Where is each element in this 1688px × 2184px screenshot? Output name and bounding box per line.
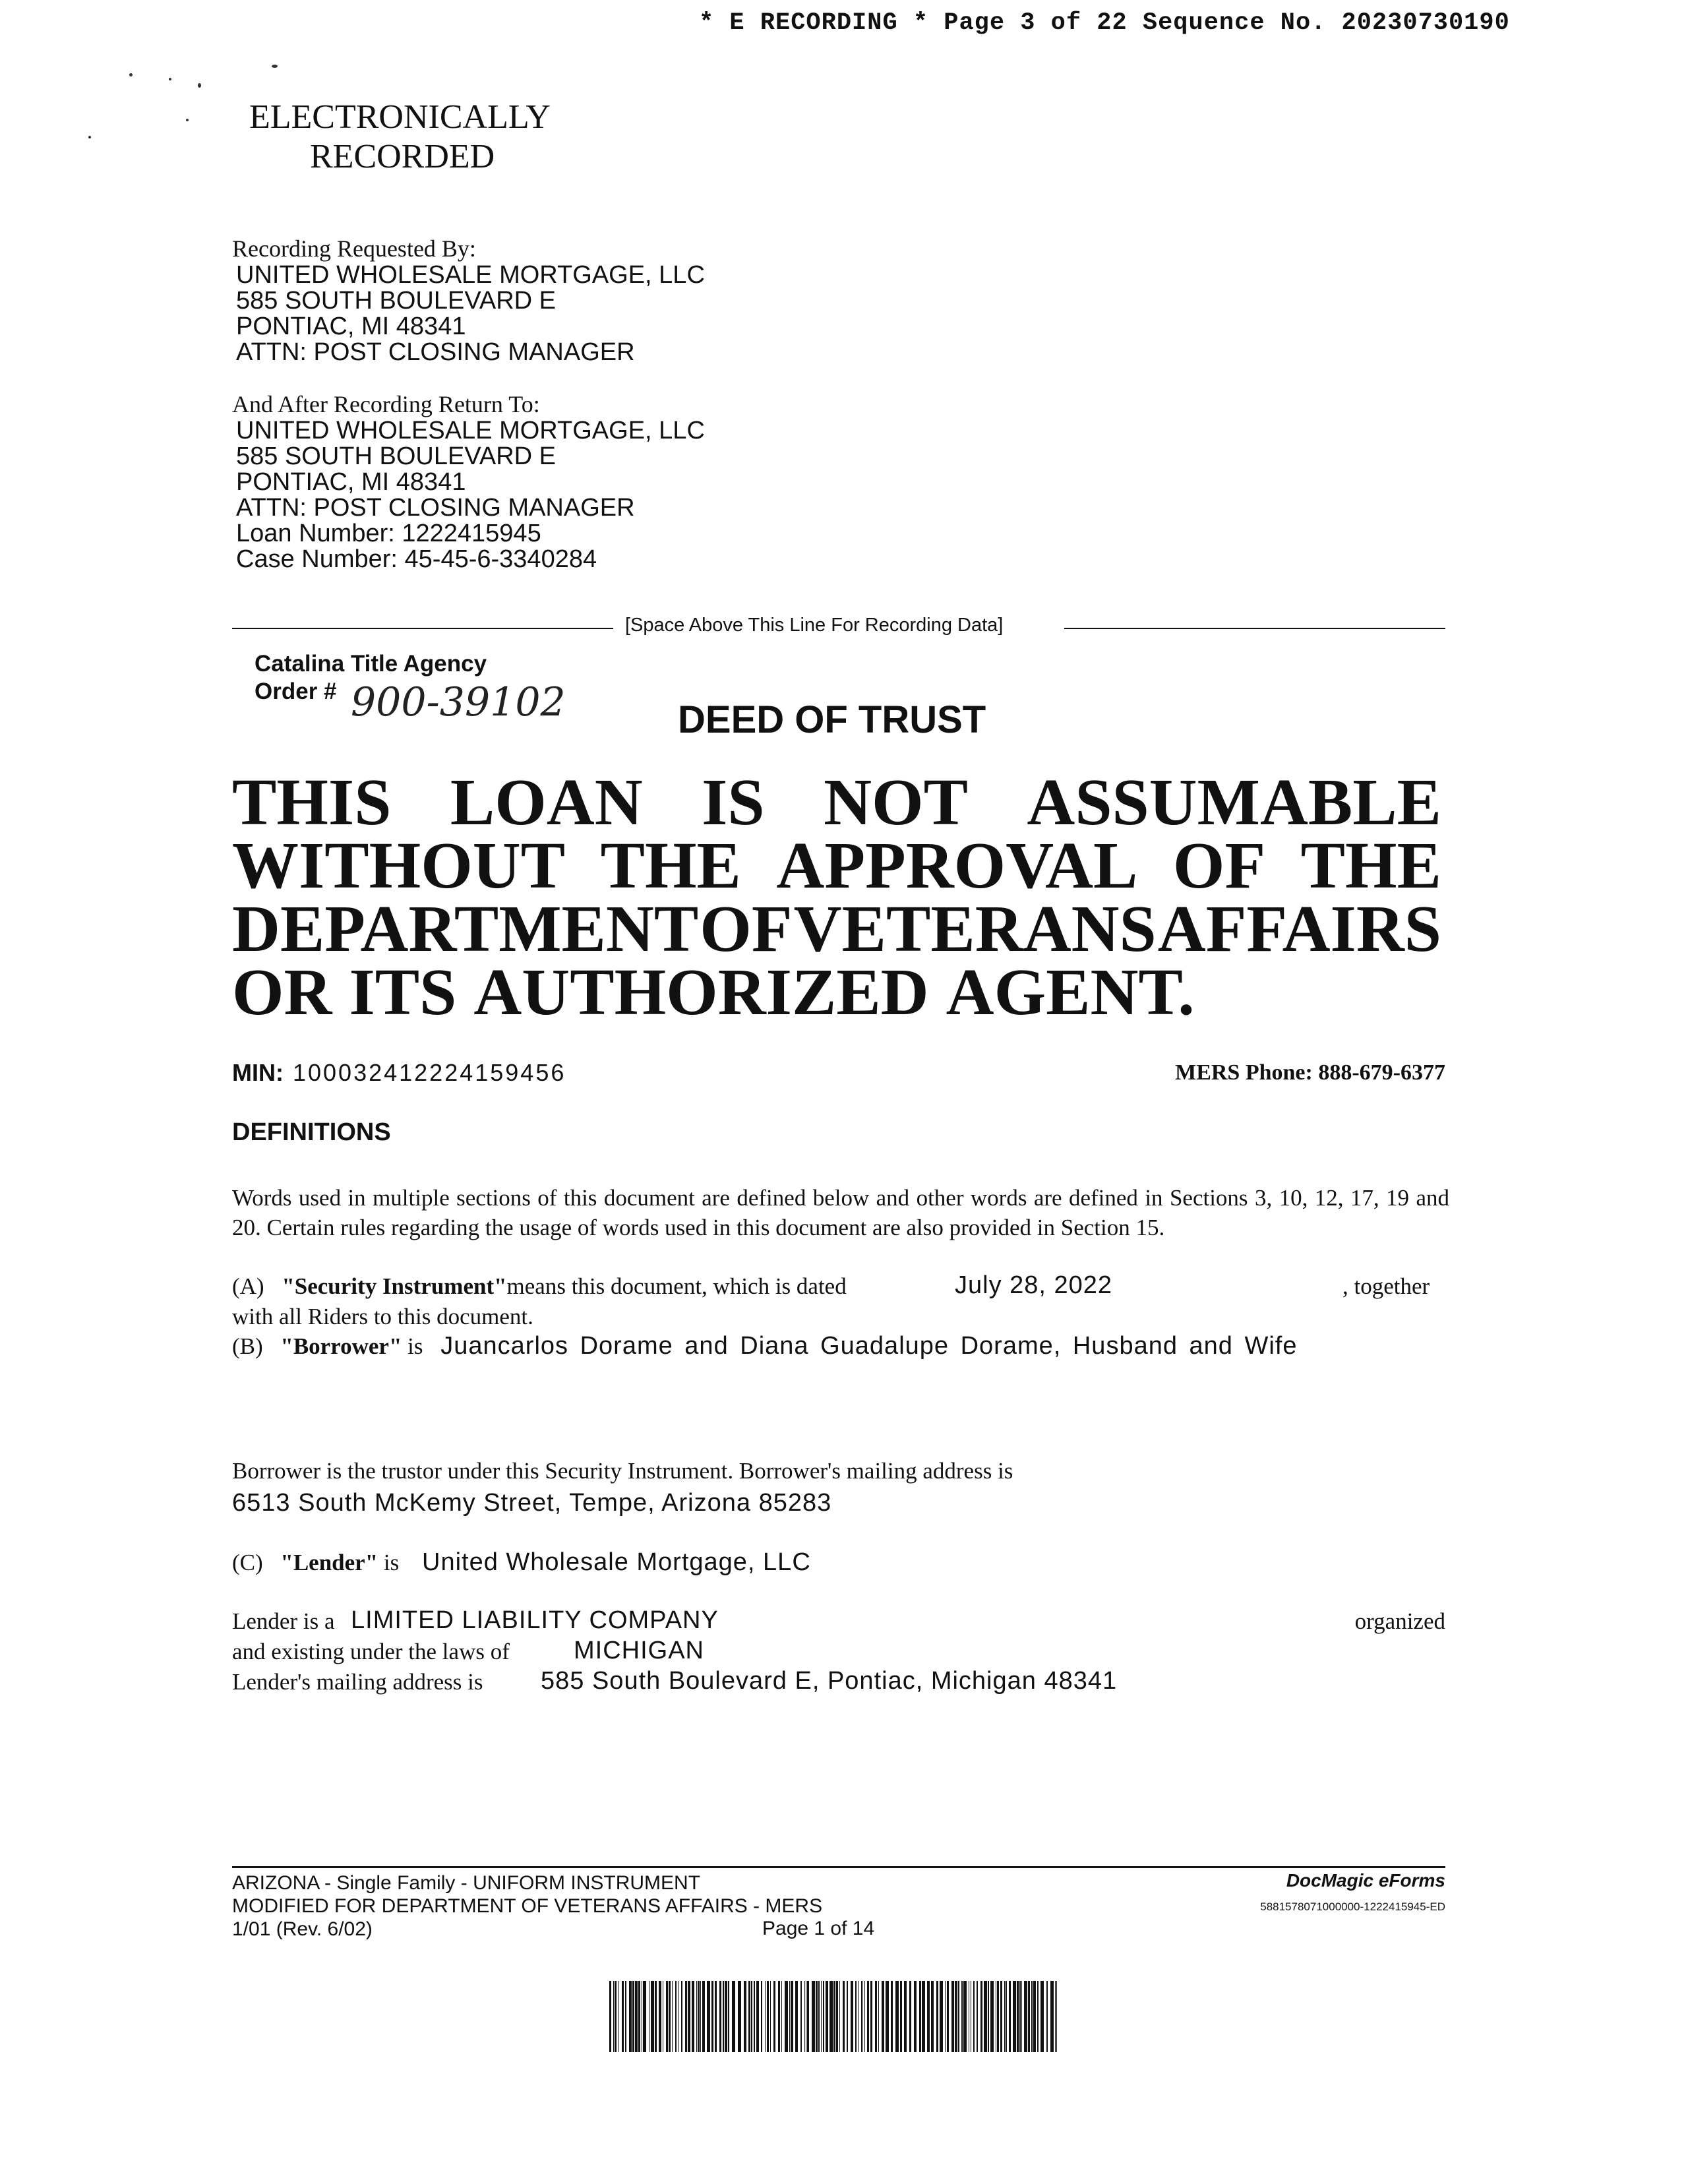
- barcode-bar: [895, 1981, 899, 2052]
- barcode-bar: [851, 1981, 853, 2052]
- barcode-bar: [1028, 1981, 1030, 2052]
- barcode-bar: [858, 1981, 859, 2052]
- electronically-recorded-stamp: [249, 98, 551, 177]
- return-line: UNITED WHOLESALE MORTGAGE, LLC: [236, 417, 705, 444]
- barcode-bar: [867, 1981, 869, 2052]
- min-label: MIN:: [232, 1059, 284, 1086]
- borrower-address-text: Borrower is the trustor under this Security Instrument. Borrower's mailing address is: [232, 1458, 1013, 1484]
- barcode-bar: [728, 1981, 729, 2052]
- barcode-bar: [909, 1981, 911, 2052]
- footer-line-1: ARIZONA - Single Family - UNIFORM INSTRUMENT: [232, 1872, 701, 1894]
- barcode-bar: [725, 1981, 727, 2052]
- barcode-bar: [862, 1981, 863, 2052]
- notice-word: OF: [700, 892, 793, 965]
- barcode-bar: [692, 1981, 694, 2052]
- section-c-prefix: (C): [232, 1550, 263, 1575]
- lender-state: MICHIGAN: [574, 1637, 704, 1664]
- barcode-bar: [800, 1981, 802, 2052]
- notice-line-2: [232, 828, 1441, 902]
- notice-word: OR: [232, 955, 332, 1029]
- scan-speck: [169, 78, 171, 80]
- barcode-bar: [1009, 1981, 1011, 2052]
- recording-requested-title: Recording Requested By:: [232, 235, 476, 262]
- barcode-bar: [807, 1981, 809, 2052]
- barcode-bar: [773, 1981, 775, 2052]
- stamp-line-1: ELECTRONICALLY: [249, 98, 551, 136]
- barcode-bar: [1024, 1981, 1027, 2052]
- order-label: Order #: [255, 679, 337, 704]
- barcode-bar: [1031, 1981, 1033, 2052]
- barcode-bar: [1006, 1981, 1007, 2052]
- notice-word: WITHOUT: [232, 828, 566, 902]
- barcode-bar: [609, 1981, 611, 2052]
- barcode-bar: [700, 1981, 701, 2052]
- barcode-bar: [931, 1981, 934, 2052]
- recording-header: * E RECORDING * Page 3 of 22 Sequence No. 20230730190: [699, 9, 1510, 37]
- barcode-bar: [711, 1981, 713, 2052]
- barcode-bar: [681, 1981, 682, 2052]
- barcode-bar: [936, 1981, 938, 2052]
- notice-word: VETERANS: [793, 892, 1157, 965]
- barcode-bar: [675, 1981, 677, 2052]
- notice-word: ITS: [349, 955, 457, 1029]
- barcode-bar: [781, 1981, 782, 2052]
- barcode-bar: [1017, 1981, 1019, 2052]
- barcode-bar: [738, 1981, 741, 2052]
- barcode-bar: [785, 1981, 788, 2052]
- barcode-bar: [1040, 1981, 1044, 2052]
- barcode-bar: [632, 1981, 634, 2052]
- barcode-bar: [651, 1981, 654, 2052]
- barcode-bar: [789, 1981, 790, 2052]
- barcode-image: [609, 1981, 1059, 2052]
- barcode-bar: [685, 1981, 687, 2052]
- section-b-is: is: [407, 1333, 423, 1359]
- barcode-bar: [1056, 1981, 1057, 2052]
- return-to-block: [232, 390, 705, 572]
- lender-info-block: [232, 1606, 1445, 1697]
- barcode-bar: [816, 1981, 818, 2052]
- barcode-bar: [1050, 1981, 1054, 2052]
- notice-word: AFFAIRS: [1157, 892, 1441, 965]
- barcode-bar: [659, 1981, 661, 2052]
- barcode-bar: [836, 1981, 838, 2052]
- mers-phone: MERS Phone: 888-679-6377: [1175, 1060, 1445, 1085]
- barcode-bar: [702, 1981, 705, 2052]
- handwritten-order-number: 900-39102: [351, 679, 566, 725]
- section-a: [232, 1271, 1449, 1332]
- section-b: [232, 1332, 1298, 1360]
- barcode-bar: [988, 1981, 989, 2052]
- lender-laws-label: and existing under the laws of: [232, 1639, 510, 1664]
- barcode-bar: [767, 1981, 769, 2052]
- barcode-bar: [615, 1981, 617, 2052]
- barcode-bar: [826, 1981, 828, 2052]
- barcode-bar: [732, 1981, 735, 2052]
- barcode-bar: [891, 1981, 893, 2052]
- borrower-address-block: [232, 1456, 1013, 1518]
- notice-word: IS: [702, 765, 765, 839]
- barcode-bar: [719, 1981, 721, 2052]
- recording-requested-block: [232, 235, 705, 365]
- barcode-bar: [765, 1981, 766, 2052]
- barcode-bar: [666, 1981, 668, 2052]
- notice-line-3: [232, 892, 1441, 965]
- barcode-bar: [914, 1981, 917, 2052]
- barcode-bar: [904, 1981, 907, 2052]
- barcode-bar: [669, 1981, 671, 2052]
- barcode-bar: [990, 1981, 994, 2052]
- return-line: PONTIAC, MI 48341: [236, 468, 466, 496]
- barcode-bar: [643, 1981, 646, 2052]
- footer-line-2: MODIFIED FOR DEPARTMENT OF VETERANS AFFAIRS - MERS: [232, 1895, 823, 1917]
- barcode-bar: [1000, 1981, 1002, 2052]
- notice-word: NOT: [824, 765, 968, 839]
- notice-word: ASSUMABLE: [1027, 765, 1441, 839]
- barcode-bar: [945, 1981, 946, 2052]
- barcode-bar: [963, 1981, 967, 2052]
- barcode-bar: [655, 1981, 657, 2052]
- barcode-bar: [919, 1981, 921, 2052]
- barcode-bar: [861, 1981, 862, 2052]
- barcode-bar: [770, 1981, 771, 2052]
- barcode-bar: [843, 1981, 845, 2052]
- scan-speck: [186, 119, 189, 121]
- section-a-together: , together: [1342, 1273, 1430, 1299]
- requester-line: PONTIAC, MI 48341: [236, 313, 466, 340]
- footer-line-3: 1/01 (Rev. 6/02): [232, 1918, 373, 1940]
- notice-word: AGENT.: [946, 955, 1195, 1029]
- barcode-bar: [1021, 1981, 1022, 2052]
- lender-mailing-address: 585 South Boulevard E, Pontiac, Michigan 48341: [541, 1667, 1118, 1695]
- barcode-bar: [927, 1981, 930, 2052]
- section-b-prefix: (B): [232, 1333, 263, 1359]
- barcode-bar: [1004, 1981, 1006, 2052]
- notice-word: DEPARTMENT: [232, 892, 699, 965]
- barcode-bar: [778, 1981, 780, 2052]
- barcode-bar: [980, 1981, 982, 2052]
- scan-speck: [129, 73, 133, 76]
- notice-line-4: [232, 955, 1441, 1029]
- requester-line: 585 SOUTH BOULEVARD E: [236, 287, 557, 315]
- barcode-bar: [922, 1981, 925, 2052]
- section-c-is: is: [383, 1550, 400, 1575]
- notice-word: THE: [600, 828, 741, 902]
- barcode-bar: [761, 1981, 762, 2052]
- barcode-bar: [958, 1981, 959, 2052]
- barcode-bar: [830, 1981, 833, 2052]
- lender-type-label: Lender is a: [232, 1608, 335, 1634]
- barcode-bar: [795, 1981, 798, 2052]
- section-a-prefix: (A): [232, 1273, 264, 1299]
- barcode-bar: [812, 1981, 815, 2052]
- section-c: [232, 1548, 811, 1577]
- recording-data-separator: [232, 615, 1445, 641]
- title-agency-name: Catalina Title Agency: [255, 651, 487, 677]
- borrower-mailing-address: 6513 South McKemy Street, Tempe, Arizona 85283: [232, 1489, 832, 1517]
- section-a-riders: with all Riders to this document.: [232, 1304, 533, 1329]
- barcode-bar: [900, 1981, 902, 2052]
- barcode-bar: [878, 1981, 879, 2052]
- barcode-bar: [951, 1981, 954, 2052]
- scan-speck: [272, 65, 278, 68]
- barcode-bar: [744, 1981, 746, 2052]
- barcode-bar: [1055, 1981, 1056, 2052]
- docmagic-logo: DocMagic eForms: [1286, 1870, 1445, 1891]
- barcode-bar: [613, 1981, 614, 2052]
- barcode-bar: [622, 1981, 624, 2052]
- borrower-names: Juancarlos Dorame and Diana Guadalupe Dorame, Husband and Wife: [440, 1332, 1298, 1360]
- barcode-bar: [947, 1981, 949, 2052]
- barcode-bar: [1037, 1981, 1039, 2052]
- barcode-bar: [672, 1981, 673, 2052]
- stamp-line-2: RECORDED: [310, 138, 495, 175]
- barcode-bar: [833, 1981, 835, 2052]
- lender-entity-type: LIMITED LIABILITY COMPANY: [351, 1606, 719, 1634]
- scan-speck: [198, 83, 201, 88]
- barcode-bar: [997, 1981, 999, 2052]
- notice-word: APPROVAL: [776, 828, 1138, 902]
- barcode-bar: [751, 1981, 752, 2052]
- barcode-bar: [818, 1981, 820, 2052]
- barcode-bar: [756, 1981, 759, 2052]
- section-b-term: "Borrower": [280, 1333, 402, 1359]
- barcode-bar: [791, 1981, 793, 2052]
- return-line: 585 SOUTH BOULEVARD E: [236, 442, 557, 470]
- barcode-bar: [984, 1981, 987, 2052]
- barcode-bar: [1019, 1981, 1021, 2052]
- barcode-bar: [973, 1981, 975, 2052]
- definitions-heading: DEFINITIONS: [232, 1118, 391, 1146]
- barcode-bar: [635, 1981, 638, 2052]
- barcode-bar: [754, 1981, 755, 2052]
- scan-speck: [88, 136, 91, 138]
- barcode-bar: [629, 1981, 632, 2052]
- barcode-bar: [870, 1981, 872, 2052]
- loan-number: Loan Number: 1222415945: [236, 520, 541, 547]
- barcode-bar: [696, 1981, 697, 2052]
- security-instrument-date: July 28, 2022: [955, 1271, 1113, 1299]
- barcode-bar: [804, 1981, 805, 2052]
- barcode-bar: [638, 1981, 640, 2052]
- section-a-term: "Security Instrument": [282, 1273, 507, 1299]
- page-number: Page 1 of 14: [762, 1918, 875, 1939]
- barcode-bar: [1046, 1981, 1048, 2052]
- section-a-text: means this document, which is dated: [506, 1273, 847, 1299]
- separator-rule-left: [232, 628, 613, 629]
- barcode-bar: [688, 1981, 690, 2052]
- barcode-bar: [882, 1981, 884, 2052]
- document-title: DEED OF TRUST: [678, 698, 986, 741]
- notice-line-1: [232, 765, 1441, 839]
- requester-line: ATTN: POST CLOSING MANAGER: [236, 338, 635, 366]
- barcode-bar: [823, 1981, 824, 2052]
- separator-rule-right: [1064, 628, 1445, 629]
- barcode-bar: [961, 1981, 963, 2052]
- form-code: 5881578071000000-1222415945-ED: [1260, 1900, 1445, 1913]
- barcode-bar: [723, 1981, 724, 2052]
- barcode-bar: [625, 1981, 626, 2052]
- organized-text: organized: [1354, 1608, 1445, 1634]
- barcode-bar: [847, 1981, 848, 2052]
- return-line: ATTN: POST CLOSING MANAGER: [236, 494, 635, 522]
- barcode-bar: [618, 1981, 619, 2052]
- barcode-bar: [977, 1981, 978, 2052]
- barcode-bar: [707, 1981, 710, 2052]
- min-row: [232, 1059, 566, 1087]
- return-to-title: And After Recording Return To:: [232, 391, 540, 417]
- barcode-bar: [855, 1981, 857, 2052]
- barcode-bar: [748, 1981, 750, 2052]
- barcode-bar: [715, 1981, 717, 2052]
- barcode-bar: [864, 1981, 865, 2052]
- notice-word: AUTHORIZED: [473, 955, 929, 1029]
- barcode-bar: [839, 1981, 840, 2052]
- min-value: 100032412224159456: [292, 1059, 566, 1086]
- va-assumption-notice: [232, 765, 1441, 1029]
- case-number: Case Number: 45-45-6-3340284: [236, 545, 597, 573]
- footer-form-info: [232, 1871, 822, 1941]
- requester-line: UNITED WHOLESALE MORTGAGE, LLC: [236, 261, 705, 289]
- notice-word: THIS: [232, 765, 392, 839]
- barcode-bar: [955, 1981, 957, 2052]
- barcode-bar: [1013, 1981, 1016, 2052]
- barcode-bar: [940, 1981, 943, 2052]
- definitions-intro: Words used in multiple sections of this document are defined below and other words are defined in Sections 3, 10, 12, 17, 19 and 20. Certain rules regarding the usage of words used in this document are also provided in Section 15.: [232, 1185, 1449, 1240]
- barcode-bar: [698, 1981, 700, 2052]
- notice-word: LOAN: [450, 765, 643, 839]
- footer-rule: [232, 1866, 1445, 1868]
- barcode-bar: [875, 1981, 877, 2052]
- space-above-label: [Space Above This Line For Recording Data]: [625, 615, 1004, 636]
- barcode-bar: [1033, 1981, 1036, 2052]
- notice-word: OF: [1172, 828, 1266, 902]
- section-c-term: "Lender": [280, 1550, 378, 1575]
- lender-address-label: Lender's mailing address is: [232, 1669, 483, 1695]
- lender-name: United Wholesale Mortgage, LLC: [422, 1548, 811, 1576]
- barcode-bar: [821, 1981, 822, 2052]
- barcode-bar: [886, 1981, 889, 2052]
- notice-word: THE: [1300, 828, 1441, 902]
